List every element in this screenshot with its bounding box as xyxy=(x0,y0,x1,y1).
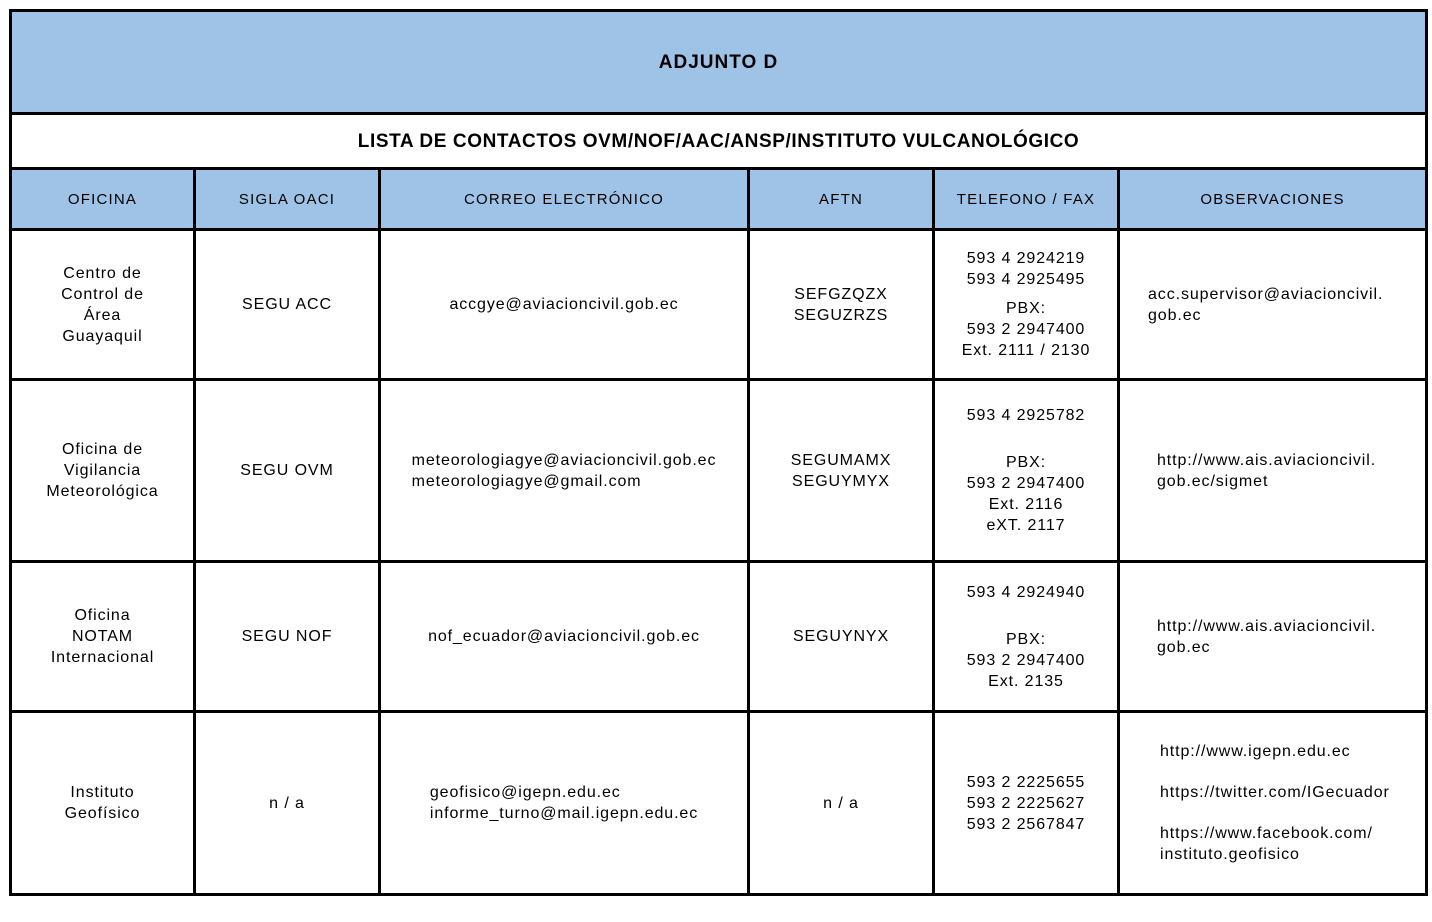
header-correo: CORREO ELECTRÓNICO xyxy=(380,169,749,230)
header-aftn: AFTN xyxy=(749,169,934,230)
oficina-line: Vigilancia xyxy=(63,462,142,479)
oficina-line: Área xyxy=(83,306,122,324)
contacts-table xyxy=(9,9,1428,896)
header-oficina: OFICINA xyxy=(11,169,195,230)
table-row xyxy=(11,380,1427,562)
cell-observaciones xyxy=(1119,562,1427,712)
cell-observaciones xyxy=(1119,230,1427,380)
cell-aftn xyxy=(749,230,934,380)
email-link[interactable]: meteorologiagye@aviacioncivil.gob.ec xyxy=(411,451,717,469)
phone-line: PBX: xyxy=(1005,630,1047,648)
cell-correo xyxy=(380,380,749,562)
phone-line: PBX: xyxy=(1005,454,1047,471)
cell-correo xyxy=(380,562,749,712)
cell-oficina xyxy=(11,712,195,895)
oficina-line: Oficina de xyxy=(61,441,144,458)
observation-line[interactable]: http://www.ais.aviacioncivil. xyxy=(1157,451,1377,469)
phone-line: 593 2 2225627 xyxy=(966,794,1086,812)
cell-telefono xyxy=(934,230,1119,380)
observation-line[interactable]: acc.supervisor@aviacioncivil. xyxy=(1148,285,1384,303)
oficina-line: Control de xyxy=(61,285,144,303)
observation-line[interactable]: gob.ec xyxy=(1157,638,1211,656)
table-row xyxy=(11,562,1427,712)
oficina-line: Centro de xyxy=(63,264,142,282)
observation-line[interactable]: gob.ec/sigmet xyxy=(1157,472,1269,490)
phone-line: Ext. 2135 xyxy=(988,672,1064,690)
phone-line: 593 4 2925782 xyxy=(966,407,1086,424)
cell-telefono xyxy=(934,562,1119,712)
phone-line: Ext. 2111 / 2130 xyxy=(961,342,1091,359)
cell-oficina xyxy=(11,380,195,562)
phone-line: 593 2 2567847 xyxy=(966,815,1086,833)
cell-telefono xyxy=(934,712,1119,895)
cell-correo xyxy=(380,230,749,380)
phone-line: 593 2 2947400 xyxy=(966,321,1086,338)
observation-line[interactable]: https://www.facebook.com/ xyxy=(1160,825,1373,842)
email-link[interactable]: informe_turno@mail.igepn.edu.ec xyxy=(429,805,699,822)
email-link[interactable]: geofisico@igepn.edu.ec xyxy=(429,784,621,801)
oficina-line: Geofísico xyxy=(64,805,141,822)
email-link[interactable]: accgye@aviacioncivil.gob.ec xyxy=(449,296,679,313)
header-telefono: TELEFONO / FAX xyxy=(934,169,1119,230)
cell-oficina xyxy=(11,562,195,712)
aftn-line: SEGUYMYX xyxy=(792,472,890,490)
header-sigla-oaci: SIGLA OACI xyxy=(195,169,380,230)
header-observaciones: OBSERVACIONES xyxy=(1119,169,1427,230)
document-subtitle: LISTA DE CONTACTOS OVM/NOF/AAC/ANSP/INSTITUTO VULCANOLÓGICO xyxy=(11,114,1427,169)
table-row xyxy=(11,712,1427,895)
cell-sigla: SEGU NOF xyxy=(195,562,380,712)
document-title: ADJUNTO D xyxy=(11,11,1427,114)
observation-line[interactable]: gob.ec xyxy=(1148,306,1202,324)
cell-correo xyxy=(380,712,749,895)
oficina-line: Meteorológica xyxy=(46,483,159,500)
aftn-line: n / a xyxy=(823,794,859,812)
phone-line: 593 4 2924940 xyxy=(966,583,1086,601)
phone-line: 593 4 2924219 xyxy=(966,250,1086,267)
phone-line: 593 4 2925495 xyxy=(966,271,1086,288)
aftn-line: SEGUMAMX xyxy=(790,451,892,469)
oficina-line: Instituto xyxy=(70,784,135,801)
email-link[interactable]: meteorologiagye@gmail.com xyxy=(411,472,642,490)
phone-line: Ext. 2116 xyxy=(988,496,1064,513)
cell-aftn xyxy=(749,712,934,895)
table-row xyxy=(11,230,1427,380)
cell-observaciones xyxy=(1119,712,1427,895)
cell-sigla: SEGU OVM xyxy=(195,380,380,562)
aftn-line: SEFGZQZX xyxy=(794,285,888,303)
cell-observaciones xyxy=(1119,380,1427,562)
aftn-line: SEGUYNYX xyxy=(792,628,890,645)
oficina-line: Guayaquil xyxy=(62,327,143,345)
cell-aftn xyxy=(749,562,934,712)
phone-line: 593 2 2947400 xyxy=(966,475,1086,492)
aftn-line: SEGUZRZS xyxy=(793,306,889,324)
observation-line[interactable]: instituto.geofisico xyxy=(1160,846,1300,863)
oficina-line: Internacional xyxy=(50,649,155,666)
cell-sigla: n / a xyxy=(195,712,380,895)
observation-line[interactable]: http://www.igepn.edu.ec xyxy=(1160,743,1351,760)
observation-line[interactable]: https://twitter.com/IGecuador xyxy=(1160,784,1390,801)
phone-line: 593 2 2947400 xyxy=(966,651,1086,669)
email-link[interactable]: nof_ecuador@aviacioncivil.gob.ec xyxy=(428,628,700,645)
cell-sigla: SEGU ACC xyxy=(195,230,380,380)
phone-line: eXT. 2117 xyxy=(986,517,1066,534)
cell-aftn xyxy=(749,380,934,562)
cell-telefono xyxy=(934,380,1119,562)
observation-line[interactable]: http://www.ais.aviacioncivil. xyxy=(1157,617,1377,635)
cell-oficina xyxy=(11,230,195,380)
oficina-line: Oficina xyxy=(74,607,131,624)
phone-line: PBX: xyxy=(1005,300,1047,317)
oficina-line: NOTAM xyxy=(71,628,134,645)
phone-line: 593 2 2225655 xyxy=(966,773,1086,791)
header-row xyxy=(11,169,1427,230)
contacts-sheet xyxy=(9,9,1425,911)
